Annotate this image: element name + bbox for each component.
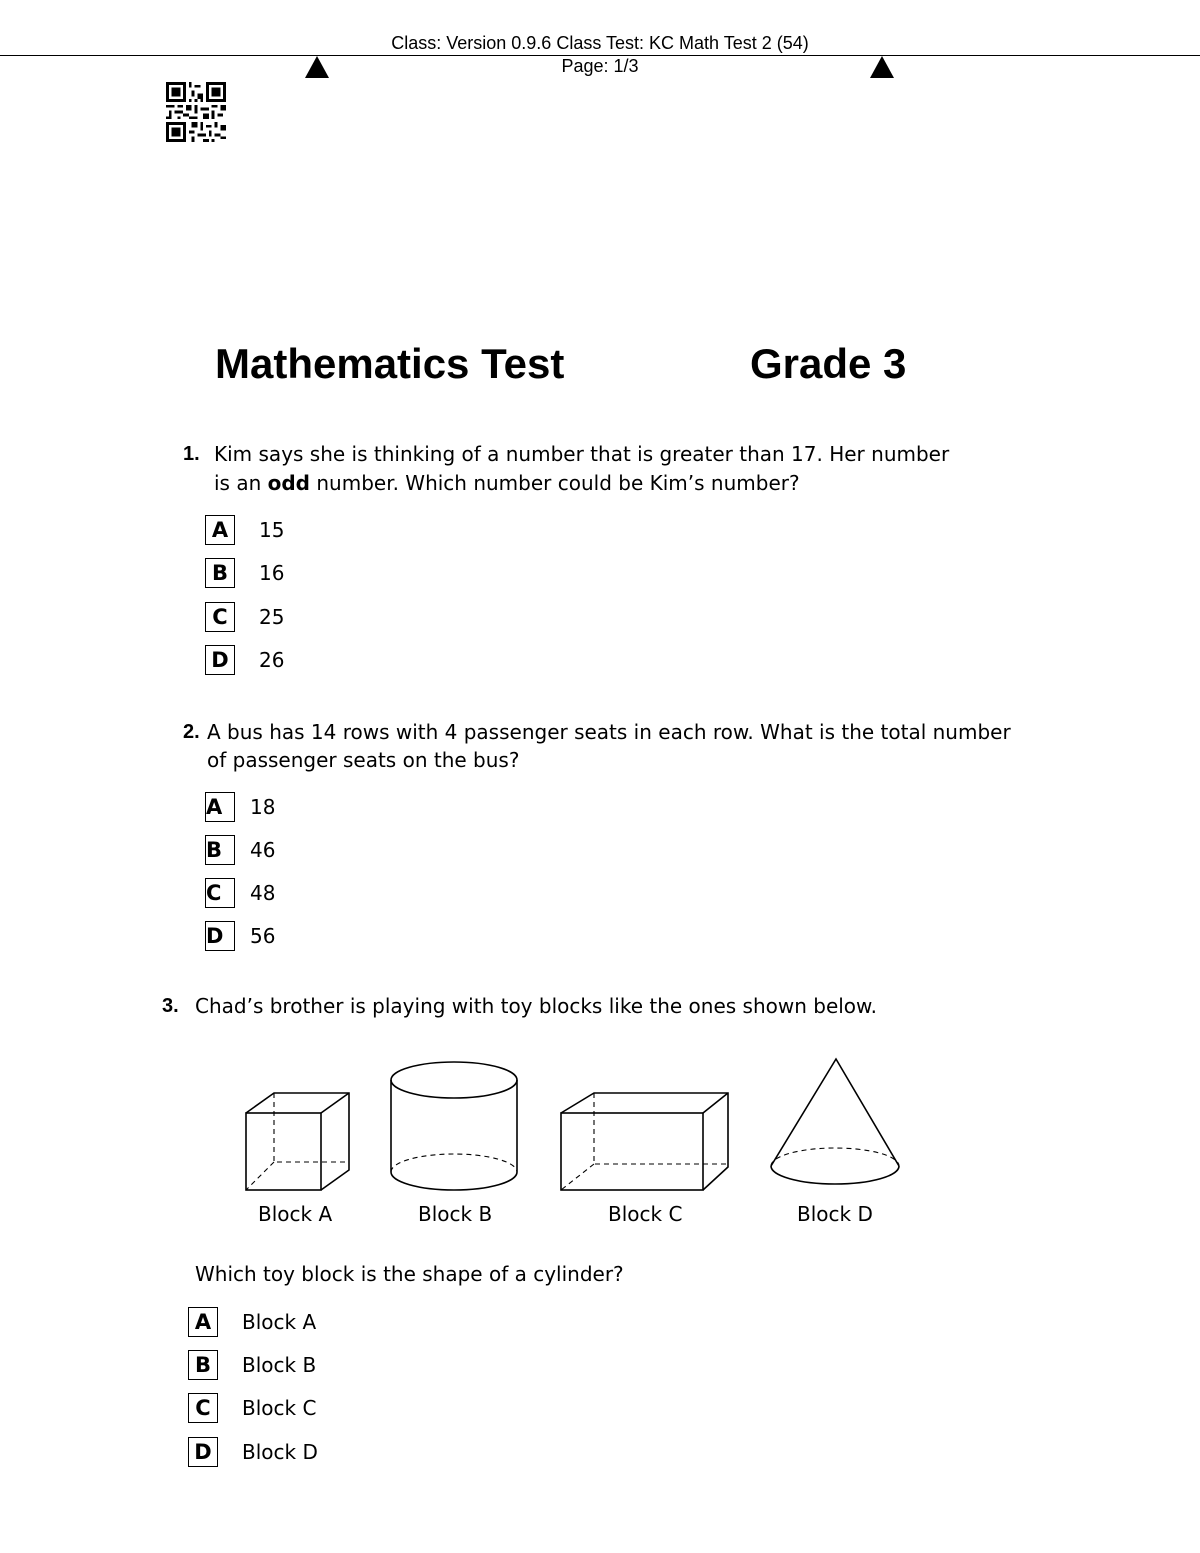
option-letter-box: B bbox=[188, 1350, 218, 1380]
option-value: 56 bbox=[250, 924, 276, 948]
option-value: 25 bbox=[259, 605, 285, 629]
question-3-text-line-1: Chad’s brother is playing with toy blocks like the ones shown below. bbox=[195, 994, 877, 1018]
page-number: Page: 1/3 bbox=[561, 56, 639, 76]
question-3-option-a[interactable] bbox=[188, 1306, 316, 1338]
option-letter-box: B bbox=[205, 835, 235, 865]
question-1-text-line-2: is an odd number. Which number could be Kim’s number? bbox=[214, 471, 800, 495]
option-value: 46 bbox=[250, 838, 276, 862]
question-1-option-c[interactable] bbox=[205, 601, 284, 633]
option-letter-box: A bbox=[188, 1307, 218, 1337]
question-1-option-d[interactable] bbox=[205, 644, 284, 676]
question-1-option-b[interactable] bbox=[205, 557, 284, 589]
option-value: 15 bbox=[259, 518, 285, 542]
option-value: 48 bbox=[250, 881, 276, 905]
block-a-cube-icon bbox=[246, 1093, 349, 1190]
block-c-rectangular-prism-icon bbox=[561, 1093, 728, 1190]
option-letter-box: A bbox=[205, 515, 235, 545]
block-d-cone-icon bbox=[771, 1059, 899, 1184]
option-letter-box: D bbox=[205, 921, 235, 951]
block-a-label: Block A bbox=[258, 1202, 333, 1226]
option-value: 16 bbox=[259, 561, 285, 585]
option-letter-box: C bbox=[188, 1393, 218, 1423]
header-class-line: Class: Version 0.9.6 Class Test: KC Math Test 2 (54) bbox=[391, 33, 809, 53]
question-1-number: 1. bbox=[183, 443, 200, 465]
toy-blocks-figure bbox=[0, 1050, 1200, 1200]
option-value: Block C bbox=[242, 1396, 317, 1420]
option-letter-box: D bbox=[205, 645, 235, 675]
option-value: Block B bbox=[242, 1353, 317, 1377]
test-title: Mathematics Test bbox=[215, 340, 565, 387]
question-2-text-line-1: A bus has 14 rows with 4 passenger seats in each row. What is the total number bbox=[207, 720, 1011, 744]
option-letter-box: D bbox=[188, 1437, 218, 1467]
option-value: Block A bbox=[242, 1310, 317, 1334]
block-d-label: Block D bbox=[797, 1202, 873, 1226]
question-2-option-d[interactable] bbox=[205, 920, 275, 952]
qr-code-icon bbox=[166, 82, 226, 142]
question-3-option-d[interactable] bbox=[188, 1436, 318, 1468]
option-letter-box: C bbox=[205, 878, 235, 908]
question-3-option-b[interactable] bbox=[188, 1349, 316, 1381]
block-b-label: Block B bbox=[418, 1202, 493, 1226]
block-c-label: Block C bbox=[608, 1202, 683, 1226]
grade-label: Grade 3 bbox=[750, 340, 907, 387]
question-2-option-b[interactable] bbox=[205, 834, 275, 866]
question-2-option-c[interactable] bbox=[205, 877, 275, 909]
question-1-option-a[interactable] bbox=[205, 514, 284, 546]
option-value: 18 bbox=[250, 795, 276, 819]
block-b-cylinder-icon bbox=[391, 1062, 517, 1190]
question-2-text-line-2: of passenger seats on the bus? bbox=[207, 748, 520, 772]
question-3-number: 3. bbox=[162, 995, 179, 1017]
option-value: Block D bbox=[242, 1440, 318, 1464]
option-letter-box: C bbox=[205, 602, 235, 632]
option-letter-box: B bbox=[205, 558, 235, 588]
question-2-option-a[interactable] bbox=[205, 791, 275, 823]
question-1-text-line-1: Kim says she is thinking of a number that is greater than 17. Her number bbox=[214, 442, 950, 466]
question-3-option-c[interactable] bbox=[188, 1392, 316, 1424]
alignment-marker-left-icon bbox=[305, 56, 329, 78]
option-value: 26 bbox=[259, 648, 285, 672]
alignment-marker-right-icon bbox=[870, 56, 894, 78]
option-letter-box: A bbox=[205, 792, 235, 822]
question-3-prompt: Which toy block is the shape of a cylinder? bbox=[195, 1262, 624, 1286]
question-2-number: 2. bbox=[183, 721, 200, 743]
